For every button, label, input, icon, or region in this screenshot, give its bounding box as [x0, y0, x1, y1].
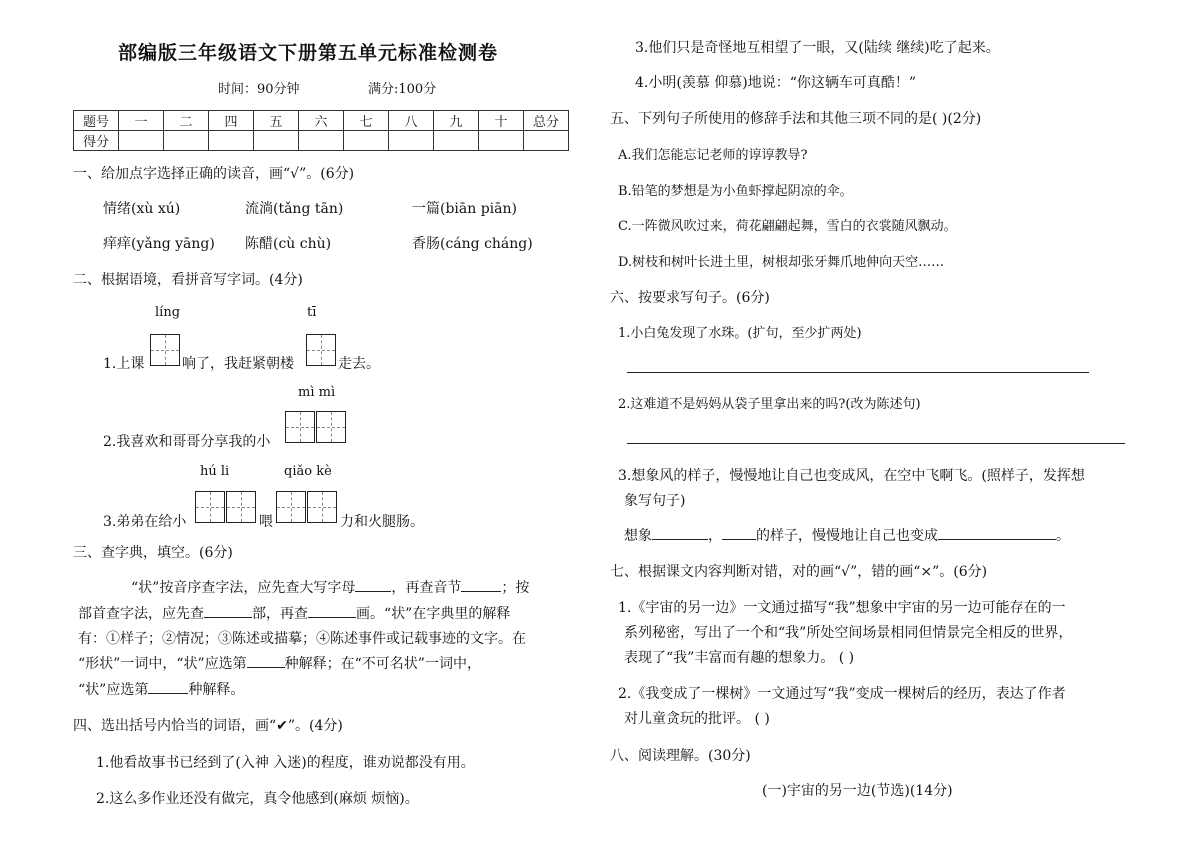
pinyin-label: líng: [155, 305, 181, 320]
s3-text: “状”应选第: [78, 682, 149, 698]
s4-question[interactable]: 1.他看故事书已经到了(入神 入迷)的程度，谁劝说都没有用。: [96, 755, 475, 771]
s7-q1-line2: 系列秘密，写出了一个和“我”所处空间场景相同但情景完全相反的世界，: [624, 625, 1073, 641]
writing-grid-box[interactable]: [316, 411, 346, 443]
writing-grid-box[interactable]: [276, 491, 306, 523]
q2-2-text-a: 2.我喜欢和哥哥分享我的小: [103, 434, 271, 450]
pinyin-label: mì mì: [298, 385, 336, 400]
score-input-cell[interactable]: [344, 131, 389, 151]
answer-blank[interactable]: [204, 603, 252, 618]
s7-q1-line1: 1.《宇宙的另一边》一文通过描写“我”想象中宇宙的另一边可能存在的一: [618, 600, 1066, 616]
score-table-cell: 五: [254, 111, 299, 131]
q2-1-text-a: 1.上课: [103, 356, 145, 372]
s3-text: 部首查字法，应先查: [78, 606, 204, 622]
score-table-cell: 十: [479, 111, 524, 131]
pinyin-choice-item[interactable]: 一篇(biān piān): [412, 201, 517, 217]
section-1-heading: 一、给加点字选择正确的读音，画“√”。(6分): [73, 166, 355, 182]
score-table: [73, 110, 569, 151]
s3-line-4: [78, 653, 481, 673]
score-table-cell: 九: [434, 111, 479, 131]
s3-line-3: 有：①样子；②情况；③陈述或描摹；④陈述事件或记载事迹的文字。在: [78, 631, 526, 647]
s3-text: 种解释。: [188, 682, 245, 698]
s4-question[interactable]: 2.这么多作业还没有做完，真令他感到(麻烦 烦恼)。: [96, 791, 419, 807]
writing-grid-box[interactable]: [195, 491, 225, 523]
score-table-cell: 七: [344, 111, 389, 131]
s7-q2-line2[interactable]: 对儿童贪玩的批评。 ( ): [624, 711, 770, 727]
answer-line[interactable]: [627, 443, 1125, 444]
pinyin-choice-item[interactable]: 陈醋(cù chù): [245, 236, 332, 252]
score-table-cell: 六: [299, 111, 344, 131]
full-score-label: 满分:100分: [368, 82, 437, 97]
score-table-cell: 四: [209, 111, 254, 131]
answer-blank[interactable]: [355, 577, 391, 592]
score-input-cell[interactable]: [119, 131, 164, 151]
writing-grid-box[interactable]: [150, 334, 180, 366]
answer-blank[interactable]: [652, 525, 708, 540]
q2-3-text-a: 3.弟弟在给小: [103, 514, 187, 530]
pinyin-choice-item[interactable]: 痒痒(yǎng yāng): [103, 236, 215, 252]
section-4-heading: 四、选出括号内恰当的词语，画“✔”。(4分): [73, 718, 343, 734]
option-c[interactable]: C.一阵微风吹过来，荷花翩翩起舞，雪白的衣裳随风飘动。: [618, 219, 957, 234]
s6-question-3b: 象写句子): [624, 493, 686, 509]
option-a[interactable]: A.我们怎能忘记老师的谆谆教导?: [618, 148, 808, 163]
s6-question-1: 1.小白兔发现了水珠。(扩句，至少扩两处): [618, 326, 862, 341]
q2-3-text-c: 力和火腿肠。: [340, 514, 424, 530]
score-input-cell[interactable]: [389, 131, 434, 151]
answer-blank[interactable]: [148, 679, 188, 694]
section-3-heading: 三、查字典，填空。(6分): [73, 545, 233, 561]
pinyin-choice-item[interactable]: 情绪(xù xú): [103, 201, 181, 217]
score-table-cell: 一: [119, 111, 164, 131]
section-2-heading: 二、根据语境，看拼音写字词。(4分): [73, 272, 303, 288]
answer-blank[interactable]: [461, 577, 501, 592]
score-input-cell[interactable]: [209, 131, 254, 151]
s3-text: ，再查音节: [391, 580, 462, 596]
score-input-cell[interactable]: [524, 131, 569, 151]
pinyin-label: tī: [307, 305, 317, 320]
writing-grid-box[interactable]: [306, 334, 336, 366]
q2-1-text-b: 响了，我赶紧朝楼: [182, 356, 294, 372]
pinyin-choice-item[interactable]: 香肠(cáng cháng): [412, 236, 533, 252]
answer-blank[interactable]: [308, 603, 356, 618]
s6-question-3c: [624, 525, 1070, 545]
s3-text: 种解释；在“不可名状”一词中，: [284, 656, 481, 672]
s3-line-1: [131, 577, 529, 597]
writing-grid-box[interactable]: [307, 491, 337, 523]
score-table-header-row: [74, 111, 569, 131]
s3-text: 画。“状”在字典里的解释: [356, 606, 511, 622]
s6-question-2: 2.这难道不是妈妈从袋子里拿出来的吗?(改为陈述句): [618, 397, 921, 412]
s3-line-5: [78, 679, 244, 699]
pinyin-label: qiǎo kè: [284, 464, 332, 479]
score-table-score-row: [74, 131, 569, 151]
s4-question[interactable]: 4.小明(羡慕 仰慕)地说：“你这辆车可真酷！”: [635, 75, 917, 91]
writing-grid-box[interactable]: [226, 491, 256, 523]
score-table-cell: 题号: [74, 111, 119, 131]
pinyin-label: hú li: [200, 464, 230, 479]
option-b[interactable]: B.铅笔的梦想是为小鱼虾撑起阴凉的伞。: [618, 184, 853, 199]
pinyin-choice-item[interactable]: 流淌(tǎng tān): [245, 201, 344, 217]
score-table-cell: 二: [164, 111, 209, 131]
score-table-cell: 八: [389, 111, 434, 131]
option-d[interactable]: D.树枝和树叶长进土里，树根却张牙舞爪地伸向天空……: [618, 255, 945, 270]
s3-text: ；按: [501, 580, 530, 596]
s6-question-3a: 3.想象风的样子，慢慢地让自己也变成风，在空中飞啊飞。(照样子，发挥想: [618, 468, 1085, 484]
q2-1-text-c: 走去。: [338, 356, 380, 372]
answer-blank[interactable]: [247, 653, 285, 668]
s3-line-2: [78, 603, 510, 623]
score-table-cell: 总分: [524, 111, 569, 131]
s6-text: 想象: [624, 528, 652, 544]
score-table-cell: 得分: [74, 131, 119, 151]
score-input-cell[interactable]: [254, 131, 299, 151]
s7-q2-line1: 2.《我变成了一棵树》一文通过写“我”变成一棵树后的经历，表达了作者: [618, 686, 1066, 702]
answer-blank[interactable]: [938, 525, 1056, 540]
section-7-heading: 七、根据课文内容判断对错，对的画“√”，错的画“×”。(6分): [610, 564, 988, 580]
section-8-heading: 八、阅读理解。(30分): [610, 748, 751, 764]
s6-text: 的样子，慢慢地让自己也变成: [756, 528, 938, 544]
s7-q1-line3[interactable]: 表现了“我”丰富而有趣的想象力。 ( ): [624, 650, 855, 666]
s3-text: “状”按音序查字法，应先查大写字母: [131, 580, 356, 596]
s3-text: “形状”一词中，“状”应选第: [78, 656, 247, 672]
page-title: 部编版三年级语文下册第五单元标准检测卷: [118, 42, 499, 64]
s6-text: ，: [708, 528, 722, 544]
score-input-cell[interactable]: [434, 131, 479, 151]
s4-question[interactable]: 3.他们只是奇怪地互相望了一眼，又(陆续 继续)吃了起来。: [635, 40, 1000, 56]
section-5-heading: 五、下列句子所使用的修辞手法和其他三项不同的是( )(2分): [610, 111, 982, 127]
answer-line[interactable]: [627, 372, 1089, 373]
s6-text: 。: [1056, 528, 1070, 544]
writing-grid-box[interactable]: [285, 411, 315, 443]
score-input-cell[interactable]: [479, 131, 524, 151]
q2-3-text-b: 喂: [259, 514, 273, 530]
score-input-cell[interactable]: [164, 131, 209, 151]
s3-text: 部，再查: [252, 606, 308, 622]
time-label: 时间：90分钟: [218, 82, 300, 97]
reading-subtitle: (一)宇宙的另一边(节选)(14分): [762, 783, 953, 799]
score-input-cell[interactable]: [299, 131, 344, 151]
answer-blank[interactable]: [722, 525, 756, 540]
section-6-heading: 六、按要求写句子。(6分): [610, 290, 770, 306]
